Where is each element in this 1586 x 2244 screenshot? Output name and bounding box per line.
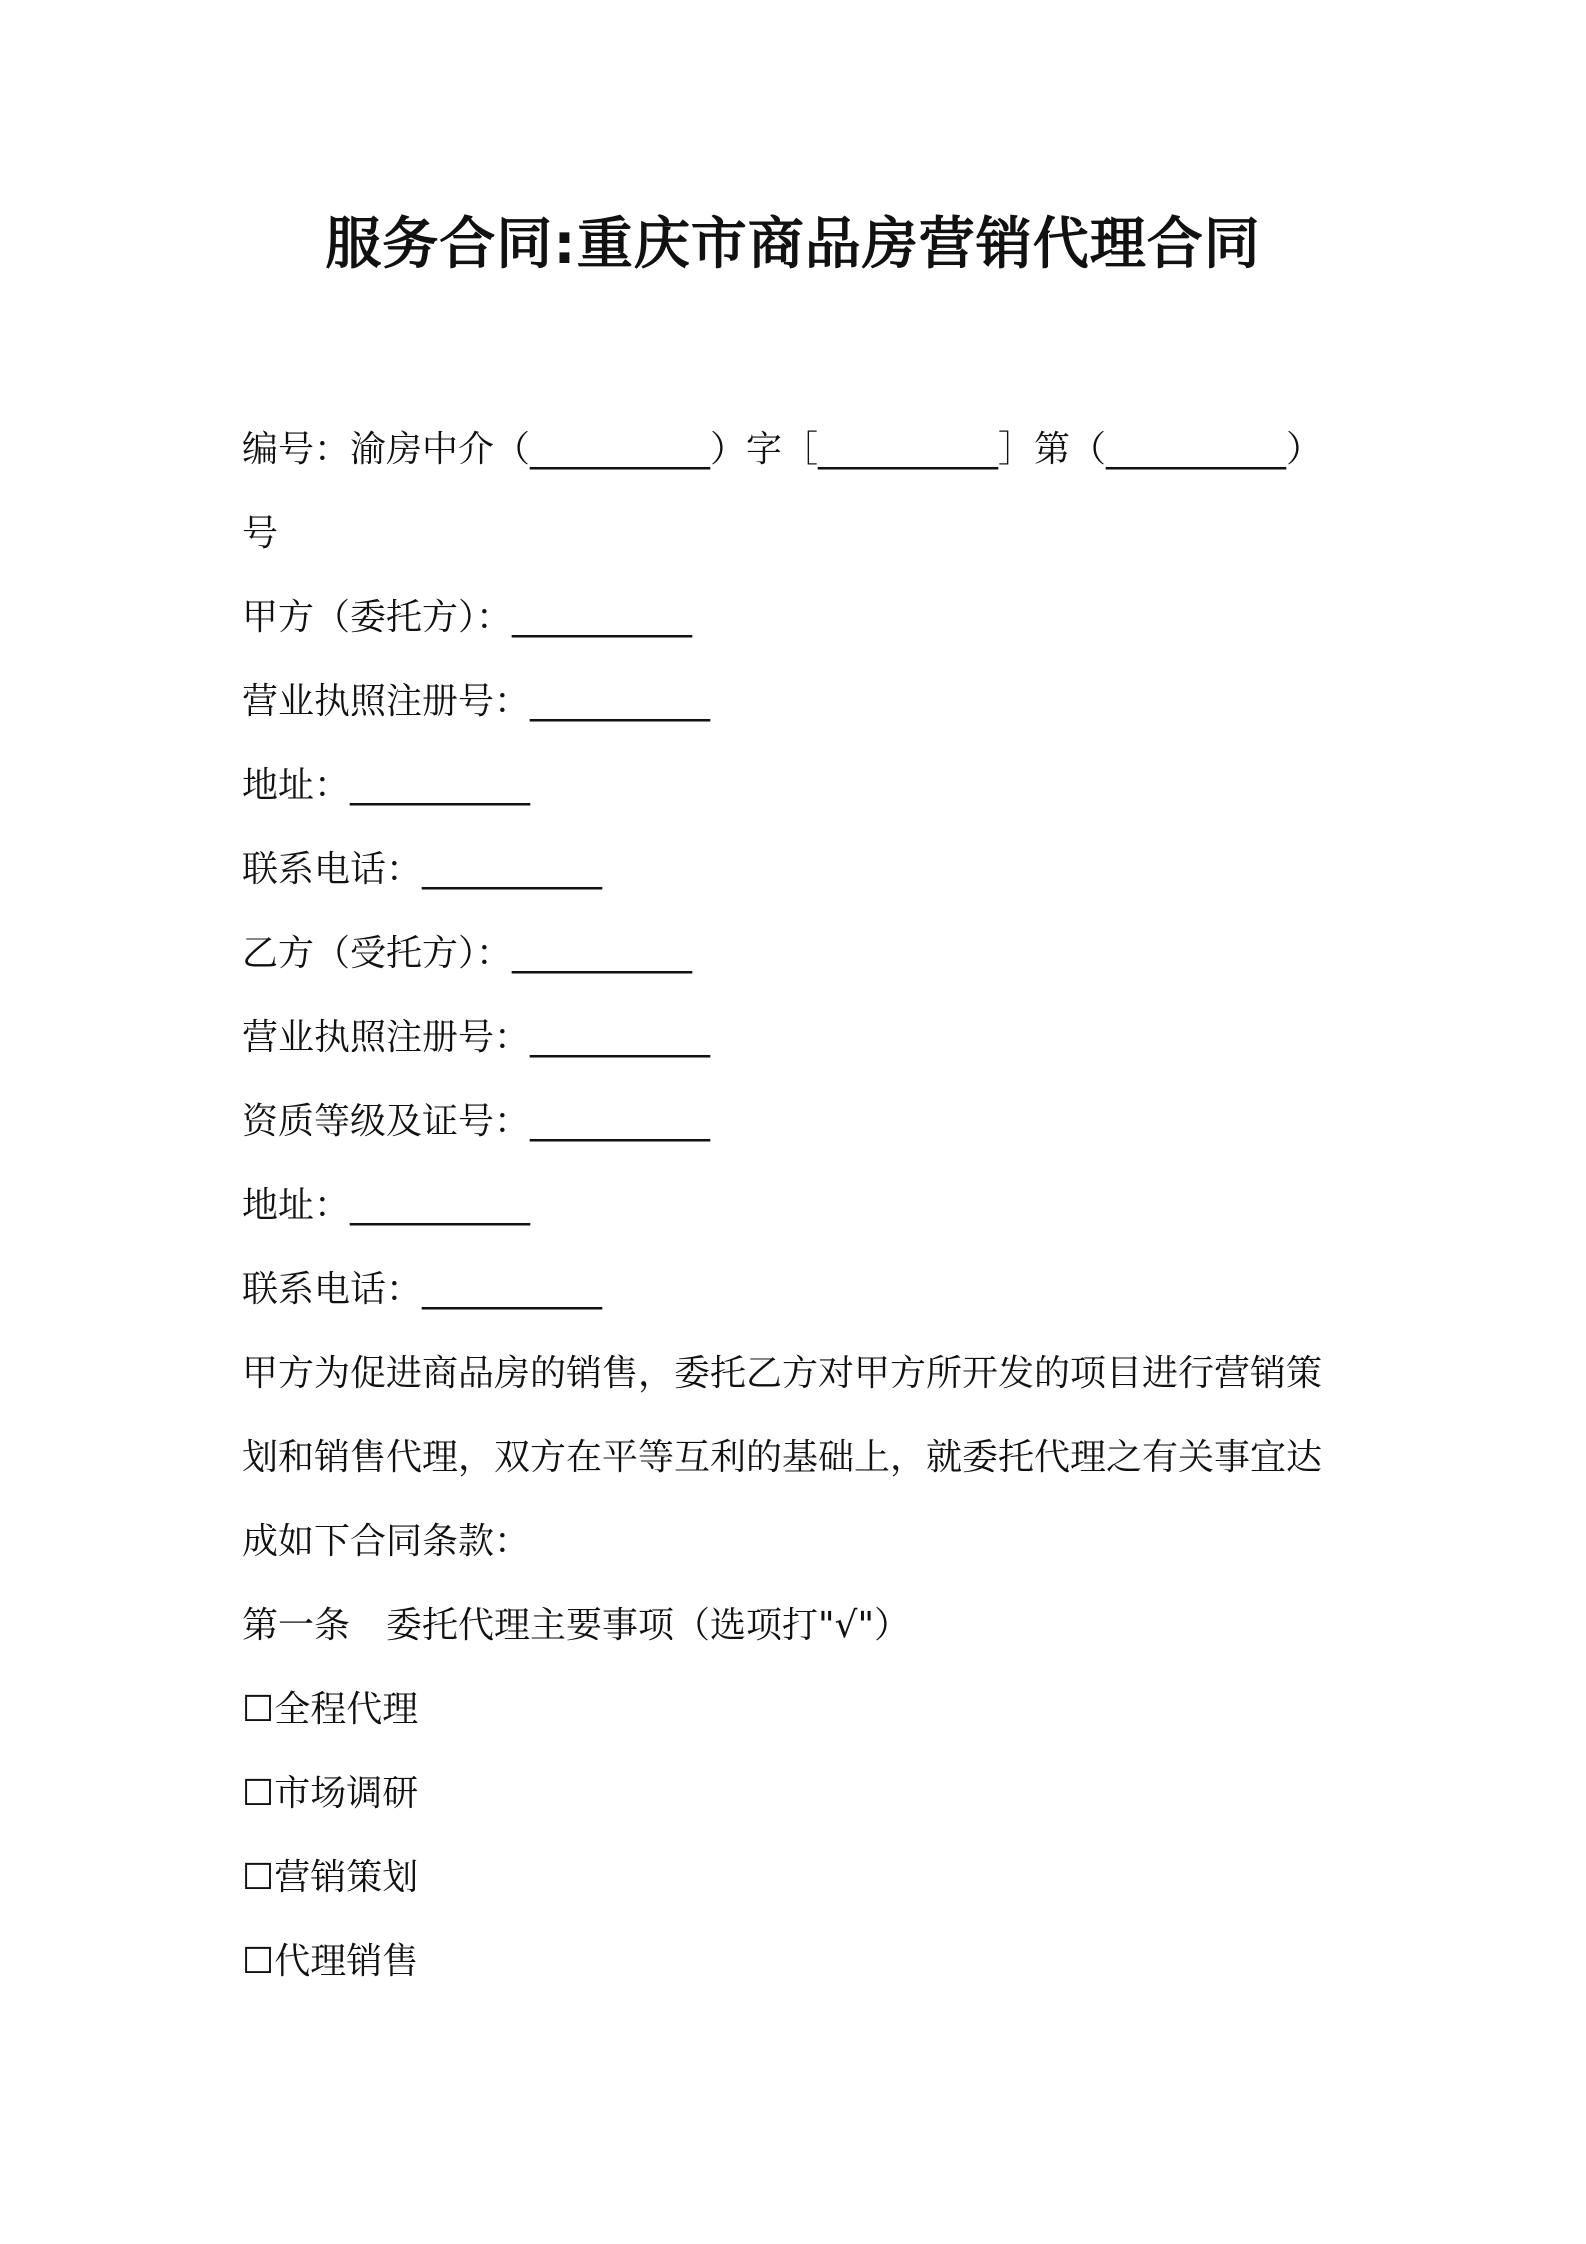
article-one-heading: 第一条 委托代理主要事项（选项打"√"） — [242, 1605, 911, 1646]
option-full-agency: ☐全程代理 — [242, 1689, 419, 1730]
party-b-qualification-field: 资质等级及证号：__________ — [242, 1101, 711, 1142]
option-sales-agency: ☐代理销售 — [242, 1941, 419, 1982]
contract-number-line: 编号：渝房中介（__________）字［__________］第（__________） — [242, 429, 1323, 470]
party-a-address-field: 地址：__________ — [242, 765, 531, 806]
preamble-line-3: 成如下合同条款： — [242, 1521, 531, 1562]
party-a-phone-field: 联系电话：__________ — [242, 849, 603, 890]
document-title: 服务合同:重庆市商品房营销代理合同 — [325, 212, 1261, 277]
party-a-license-field: 营业执照注册号：__________ — [242, 681, 711, 722]
option-marketing-planning: ☐营销策划 — [242, 1857, 419, 1898]
preamble-line-1: 甲方为促进商品房的销售，委托乙方对甲方所开发的项目进行营销策 — [242, 1353, 1323, 1394]
contract-number-suffix: 号 — [242, 513, 279, 554]
option-market-research: ☐市场调研 — [242, 1773, 419, 1814]
party-b-name-field: 乙方（受托方）：__________ — [242, 933, 693, 974]
preamble-line-2: 划和销售代理，双方在平等互利的基础上，就委托代理之有关事宜达 — [242, 1437, 1323, 1478]
party-a-name-field: 甲方（委托方）：__________ — [242, 597, 693, 638]
party-b-license-field: 营业执照注册号：__________ — [242, 1017, 711, 1058]
document-body — [242, 408, 1362, 2004]
party-b-phone-field: 联系电话：__________ — [242, 1269, 603, 1310]
party-b-address-field: 地址：__________ — [242, 1185, 531, 1226]
